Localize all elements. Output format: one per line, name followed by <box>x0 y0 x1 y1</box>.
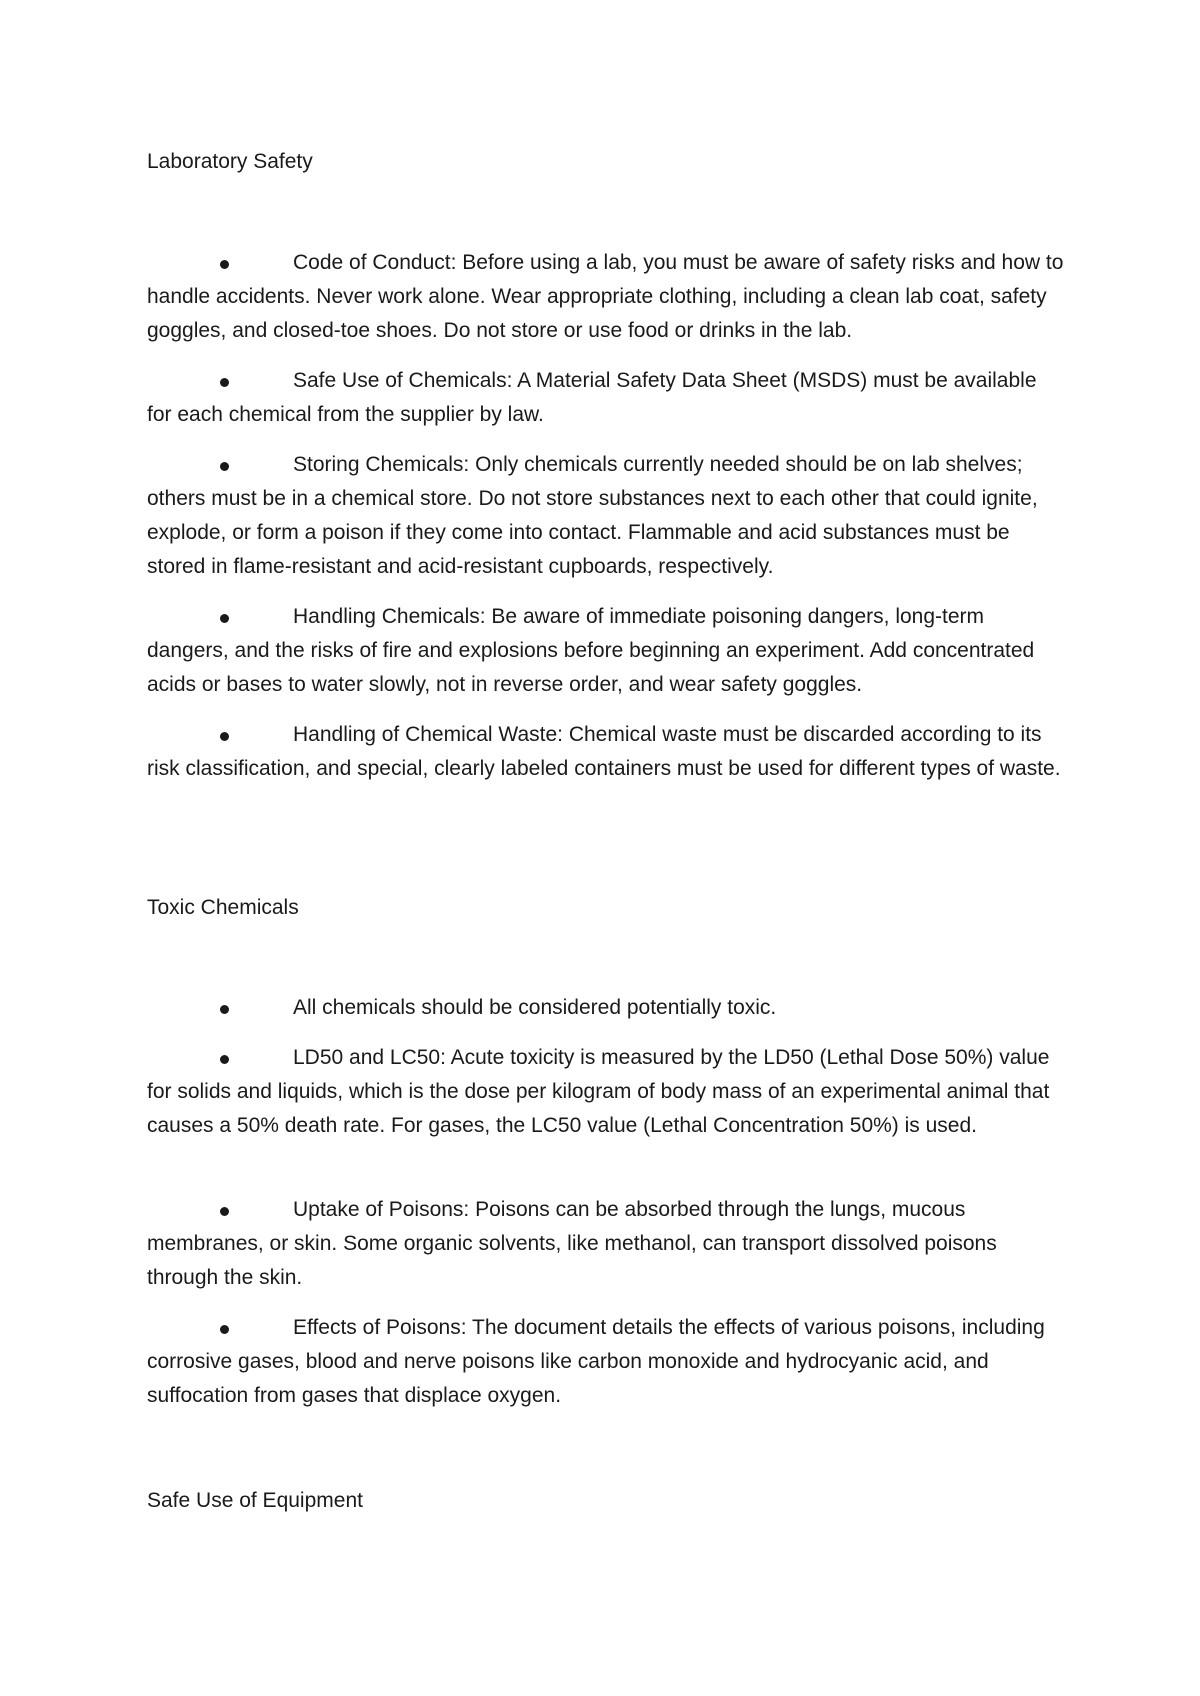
list-item <box>147 718 1065 786</box>
bullet-icon <box>220 614 229 623</box>
list-item <box>147 991 1065 1025</box>
section-heading-safe-use-of-equipment: Safe Use of Equipment <box>147 1489 363 1512</box>
list-item-text: Handling of Chemical Waste: Chemical waste must be discarded according to its risk classification, and special, clearly labeled containers must be used for different types of waste. <box>147 723 1061 780</box>
bullet-icon <box>220 1055 229 1064</box>
bullet-icon <box>220 1325 229 1334</box>
list-item <box>147 1311 1065 1413</box>
section-heading-laboratory-safety: Laboratory Safety <box>147 150 313 173</box>
bullet-icon <box>220 378 229 387</box>
list-item-text: All chemicals should be considered potentially toxic. <box>293 996 777 1019</box>
list-item <box>147 1193 1065 1295</box>
list-item-text: Safe Use of Chemicals: A Material Safety Data Sheet (MSDS) must be available for each chemical from the supplier by law. <box>147 369 1037 426</box>
list-item-text: Effects of Poisons: The document details the effects of various poisons, including corrosive gases, blood and nerve poisons like carbon monoxide and hydrocyanic acid, and suffocation from gases that displace oxygen. <box>147 1316 1045 1407</box>
bullet-icon <box>220 732 229 741</box>
section-heading-toxic-chemicals: Toxic Chemicals <box>147 896 299 919</box>
list-item-text: LD50 and LC50: Acute toxicity is measured by the LD50 (Lethal Dose 50%) value for solids and liquids, which is the dose per kilogram of body mass of an experimental animal that causes a 50% death rate. For gases, the LC50 value (Lethal Concentration 50%) is used. <box>147 1046 1050 1137</box>
bullet-icon <box>220 1207 229 1216</box>
list-item <box>147 1041 1065 1143</box>
bullet-icon <box>220 1005 229 1014</box>
bullet-icon <box>220 260 229 269</box>
list-item-text: Uptake of Poisons: Poisons can be absorbed through the lungs, mucous membranes, or skin. Some organic solvents, like methanol, can transport dissolved poisons through the skin. <box>147 1198 997 1289</box>
list-item <box>147 246 1065 348</box>
bullet-icon <box>220 462 229 471</box>
list-item <box>147 448 1065 584</box>
list-item <box>147 364 1065 432</box>
list-item-text: Storing Chemicals: Only chemicals currently needed should be on lab shelves; others must be in a chemical store. Do not store substances next to each other that could ignite, explode, or form a poison if they come into contact. Flammable and acid substances must be stored in flame-resistant and acid-resistant cupboards, respectively. <box>147 453 1038 578</box>
list-item <box>147 600 1065 702</box>
list-item-text: Code of Conduct: Before using a lab, you must be aware of safety risks and how to handle accidents. Never work alone. Wear appropriate clothing, including a clean lab coat, safety goggles, and closed-toe shoes. Do not store or use food or drinks in the lab. <box>147 251 1064 342</box>
list-item-text: Handling Chemicals: Be aware of immediate poisoning dangers, long-term dangers, and the risks of fire and explosions before beginning an experiment. Add concentrated acids or bases to water slowly, not in reverse order, and wear safety goggles. <box>147 605 1035 696</box>
